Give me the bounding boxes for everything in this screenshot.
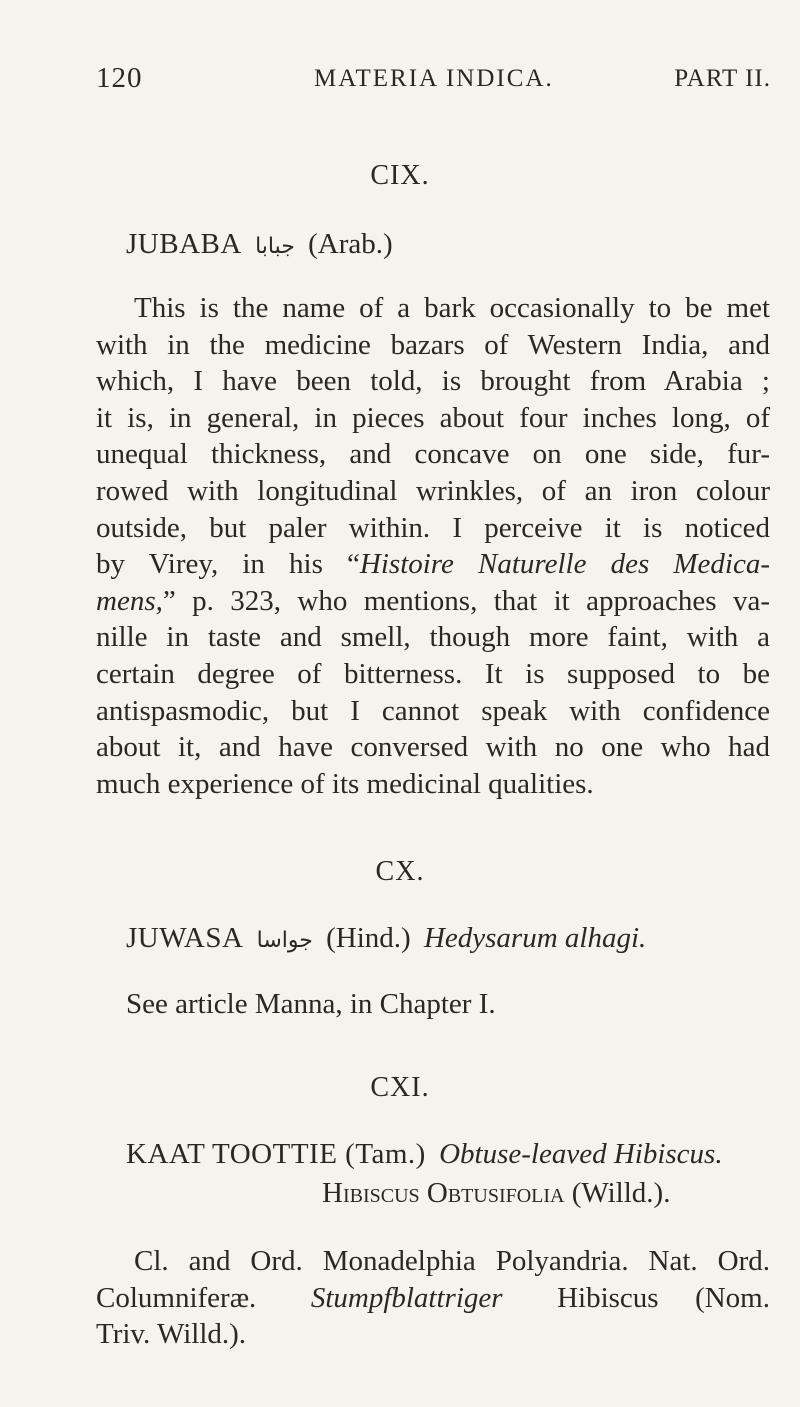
entry-body-jubaba xyxy=(96,290,770,802)
page-number: 120 xyxy=(96,62,143,94)
text-line: rowed with longitudinal wrinkles, of an iron colour xyxy=(96,474,770,507)
text-line: which, I have been told, is brought from Arabia ; xyxy=(96,365,770,398)
botanical-name: Hibiscus Obtusifolia xyxy=(322,1177,565,1209)
text-span: ” p. 323, who mentions, that it approaches va- xyxy=(162,584,770,617)
text-line: it is, in general, in pieces about four inches long, of xyxy=(96,401,770,434)
text-line: with in the medicine bazars of Western India, and xyxy=(96,328,770,361)
text-line xyxy=(96,1280,770,1317)
language-tag: (Hind.) xyxy=(326,922,411,954)
latin-name: Hedysarum alhagi. xyxy=(423,922,647,954)
text-line: outside, but paler within. I perceive it is noticed xyxy=(96,511,770,544)
authority: (Willd.). xyxy=(571,1177,671,1209)
text-line: certain degree of bitterness. It is supposed to be xyxy=(96,657,770,690)
language-tag: (Arab.) xyxy=(308,228,393,260)
arabic-script: جواسا xyxy=(256,928,313,953)
text-line: Triv. Willd.). xyxy=(96,1318,247,1351)
text-line: unequal thickness, and concave on one side, fur- xyxy=(96,438,770,471)
running-title: MATERIA INDICA. xyxy=(314,65,554,92)
section-number-cxi: CXI. xyxy=(370,1072,430,1103)
text-line xyxy=(96,583,770,620)
english-name: Obtuse-leaved Hibiscus. xyxy=(439,1138,723,1170)
entry-heading-kaat-toottie xyxy=(126,1138,723,1171)
entry-body-kaat-toottie xyxy=(96,1243,770,1353)
arabic-script: جبابا xyxy=(255,234,295,259)
text-line: antispasmodic, but I cannot speak with confidence xyxy=(96,694,770,727)
entry-heading-jubaba xyxy=(126,228,393,261)
headword: JUBABA xyxy=(126,228,242,260)
text-span: Hibiscus (Nom. xyxy=(557,1281,770,1314)
book-title: Histoire Naturelle des Medica- xyxy=(359,548,770,581)
part-label: PART II. xyxy=(674,65,771,92)
text-span: Columniferæ. xyxy=(96,1281,257,1314)
running-head xyxy=(96,62,771,102)
section-number-cx: CX. xyxy=(375,856,425,887)
section-number-cix: CIX. xyxy=(370,160,430,191)
text-line: much experience of its medicinal qualities. xyxy=(96,767,594,800)
text-line: This is the name of a bark occasionally to be met xyxy=(134,292,770,324)
text-line: nille in taste and smell, though more faint, with a xyxy=(96,621,770,654)
headword: KAAT TOOTTIE (Tam.) xyxy=(126,1138,426,1170)
text-line xyxy=(96,546,770,583)
german-name: Stumpfblattriger xyxy=(310,1281,503,1314)
text-line: about it, and have conversed with no one who had xyxy=(96,731,770,764)
text-span: by Virey, in his “ xyxy=(96,548,360,581)
headword: JUWASA xyxy=(126,922,244,954)
entry-heading-juwasa xyxy=(126,922,646,955)
text-line: Cl. and Ord. Monadelphia Polyandria. Nat. Ord. xyxy=(134,1245,770,1277)
entry-body-juwasa: See article Manna, in Chapter I. xyxy=(126,988,496,1020)
book-title-cont: mens, xyxy=(96,584,163,617)
botanical-name-line xyxy=(322,1177,670,1210)
